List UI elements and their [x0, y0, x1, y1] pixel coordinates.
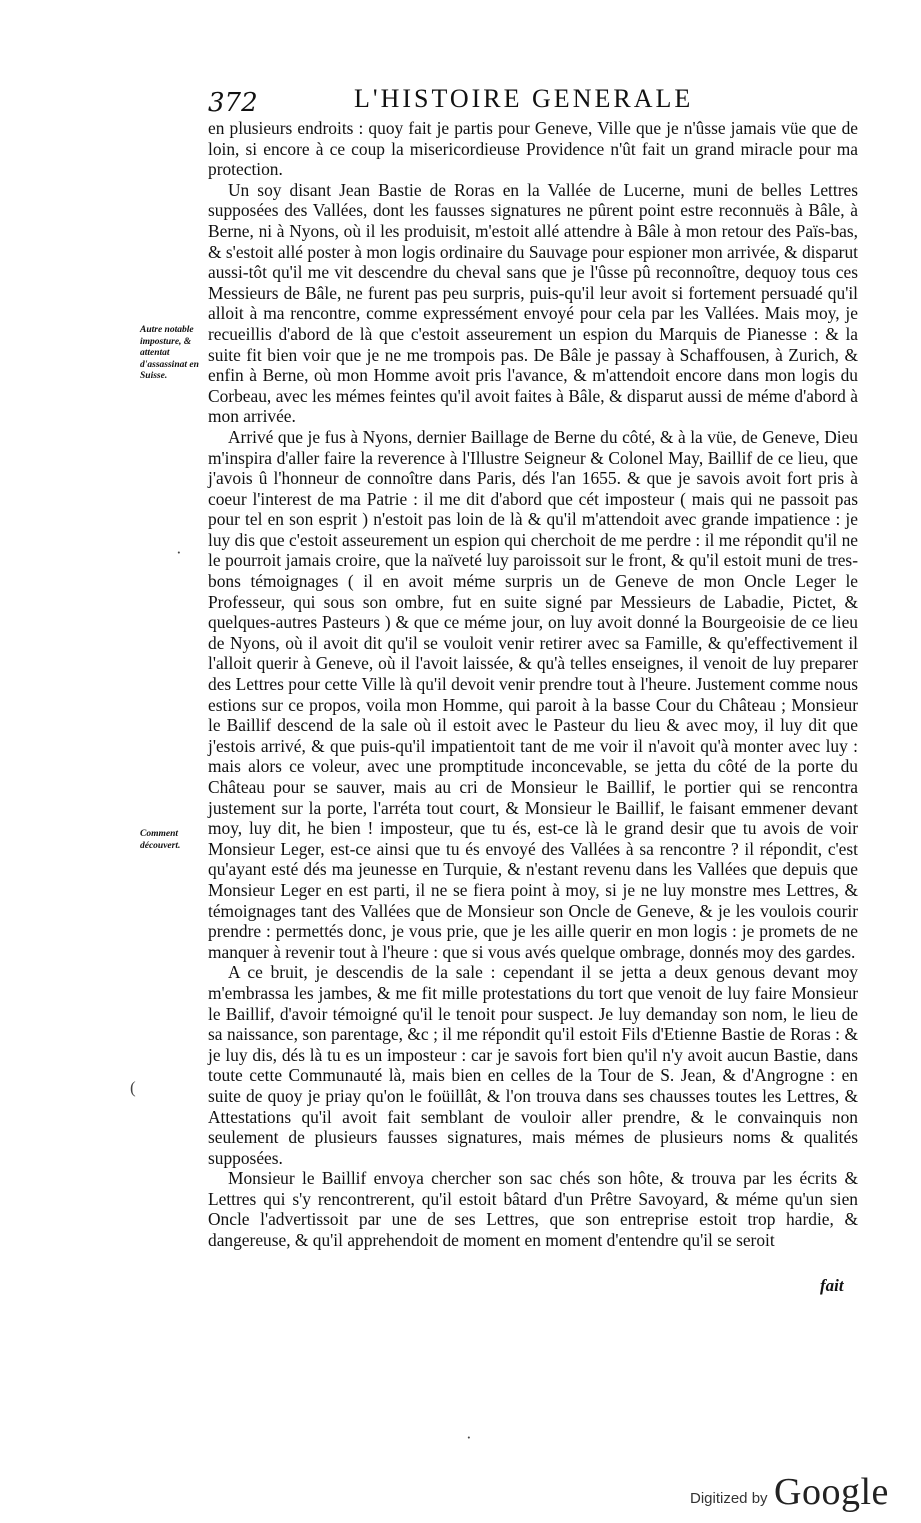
digitized-by-watermark	[690, 1470, 900, 1516]
margin-note-imposture: Autre notable imposture, & attentat d'assassinat en Suisse.	[140, 325, 199, 381]
page-header	[208, 84, 858, 120]
page-number: 372	[208, 88, 258, 118]
paragraph-5: Monsieur le Baillif envoya chercher son sac chés son hôte, & trouva par les écrits & Lettres qui s'y rencontrerent, qu'il estoit bâtard d'un Prêtre Savoyard, & méme qu'un sien Oncle l'advertissoit par une de ses Lettres, que son entreprise estoit trop hardie, & dangereuse, & qu'il apprehendoit de moment en moment d'entendre qu'il se seroit	[208, 1168, 858, 1251]
catchword: fait	[820, 1276, 844, 1295]
paragraph-4: A ce bruit, je descendis de la sale : cependant il se jetta a deux genous devant moy m'embrassa les jambes, & me fit mille protestations du tort que venoit de luy faire Monsieur le Baillif, d'avoir témoigné qu'il le tenoit pour suspect. Je luy demanday son nom, le lieu de sa naissance, son parentage, &c ; il me répondit qu'il estoit Fils d'Etienne Bastie de Roras : & je luy dis, dés là tu es un imposteur : car je savois fort bien qu'il n'y avoit aucun Bastie, dans toute cette Communauté là, mais bien en celles de la Tour de S. Jean, & d'Angrogne : en suite de quoy je priay qu'on le foüillât, & l'on trouva dans ses chausses toutes les Lettres, & Attestations qu'il avoit fait semblant de vouloir aller prendre, & le convainquis non seulement de plusieurs fausses signatures, mais mémes de plusieurs noms & qualités supposées.	[208, 962, 858, 1168]
body-text	[208, 118, 858, 1251]
margin-note-discovered: Comment découvert.	[140, 829, 181, 851]
stray-mark-paren: (	[130, 1078, 136, 1097]
stray-mark-dot: ·	[176, 543, 182, 562]
stray-mark-dot-bottom: ·	[466, 1428, 472, 1447]
paragraph-1: en plusieurs endroits : quoy fait je partis pour Geneve, Ville que je n'ûsse jamais vüe que de loin, si encore à ce coup la misericordieuse Providence n'ût fait un grand miracle pour ma protection.	[208, 118, 858, 180]
paragraph-3: Arrivé que je fus à Nyons, dernier Baillage de Berne du côté, & à la vüe, de Geneve, Dieu m'inspira d'aller faire la reverence à l'Illustre Seigneur & Colonel May, Baillif de ce lieu, que j'avois û l'honneur de connoître dans Paris, dés l'an 1655. & que je savois avoit fort pris à coeur l'interest de ma Patrie : il me dit d'abord que cét imposteur ( mais qui ne passoit pas pour tel en son esprit ) n'estoit pas loin de là & qu'il m'attendoit avec grande impatience : je luy dis que c'estoit asseurement un espion qui cherchoit de me perdre : il me répondit qu'il ne le pourroit jamais croire, que la naïveté luy paroissoit sur le front, & qu'il estoit muni de tres-bons témoignages ( il en avoit méme surpris un de Geneve de mon Oncle Leger le Professeur, qui sous son ombre, fut en suite signé par Messieurs de Labadie, Pictet, & quelques-autres Pasteurs ) & que ce méme jour, on luy avoit donné la Bourgeoisie de ce lieu de Nyons, où il avoit dit qu'il se vouloit venir retirer avec sa Famille, & qu'effectivement il l'alloit querir à Geneve, où il l'avoit laissée, & qu'à telles enseignes, il venoit de luy preparer des Lettres pour cette Ville là qu'il devoit venir prendre tout à l'heure. Justement comme nous estions sur ce propos, voila mon Homme, qui paroit à la basse Cour du Château ; Monsieur le Baillif descend de la sale où il estoit avec le Pasteur du lieu & avec moy, il luy dit que j'estois arrivé, & que puis-qu'il impatientoit tant de me voir il n'avoit qu'à monter avec luy : mais alors ce voleur, avec une promptitude inconcevable, se jetta du côté de la porte du Château pour se sauver, mais au cri de Monsieur le Baillif, le portier qui se rencontra justement sur la porte, l'arréta tout court, & Monsieur le Baillif, le faisant emmener devant moy, luy dit, he bien ! imposteur, que tu és, est-ce là le grand desir que tu avois de voir Monsieur Leger, est-ce ainsi que tu és envoyé des Vallées à sa rencontre ? il répondit, c'est qu'ayant esté dés ma jeunesse en Turquie, & n'estant revenu dans les Vallées que depuis que Monsieur Leger en est parti, il ne se fiera point à moy, si je ne luy monstre mes Lettres, & témoignages tant des Vallées que de Monsieur son Oncle de Geneve, & je les voulois courir prendre : permettés donc, je vous prie, que je les aille querir en mon logis : je promets de ne manquer à revenir tout à l'heure : que si vous avés quelque ombrage, donnés moy des gardes.	[208, 426, 858, 962]
running-title: L'HISTOIRE GENERALE	[354, 84, 694, 113]
watermark-prefix: Digitized by	[690, 1490, 768, 1507]
paragraph-2: Un soy disant Jean Bastie de Roras en la Vallée de Lucerne, muni de belles Lettres supposées des Vallées, dont les fausses signatures ne pûrent point estre reconnuës à Bâle, à Berne, ni à Nyons, où il les produisit, m'estoit allé attendre à Bâle à mon retour des Païs-bas, & s'estoit allé poster à mon logis ordinaire du Sauvage pour espioner mon arrivée, & disparut aussi-tôt qu'il me vit descendre du cheval sans que je l'ûsse pû reconnoître, dequoy tous ces Messieurs de Bâle, ne furent pas peu surpris, puis-qu'il leur avoit si fortement persuadé qu'il alloit à ma rencontre, comme expressément envoyé pour cela par les Vallées. Mais moy, je recueillis d'abord de là que c'estoit asseurement un espion du Marquis de Pianesse : & la suite fit bien voir que je ne me trompois pas. De Bâle je passay à Schaffousen, à Zurich, & enfin à Berne, où mon Homme avoit pris l'avance, & m'attendoit encore dans mon logis du Corbeau, avec les mémes feintes qu'il avoit faites à Bâle, & disparut aussi de méme d'abord à mon arrivée.	[208, 179, 858, 427]
google-logo: Google	[774, 1471, 889, 1513]
